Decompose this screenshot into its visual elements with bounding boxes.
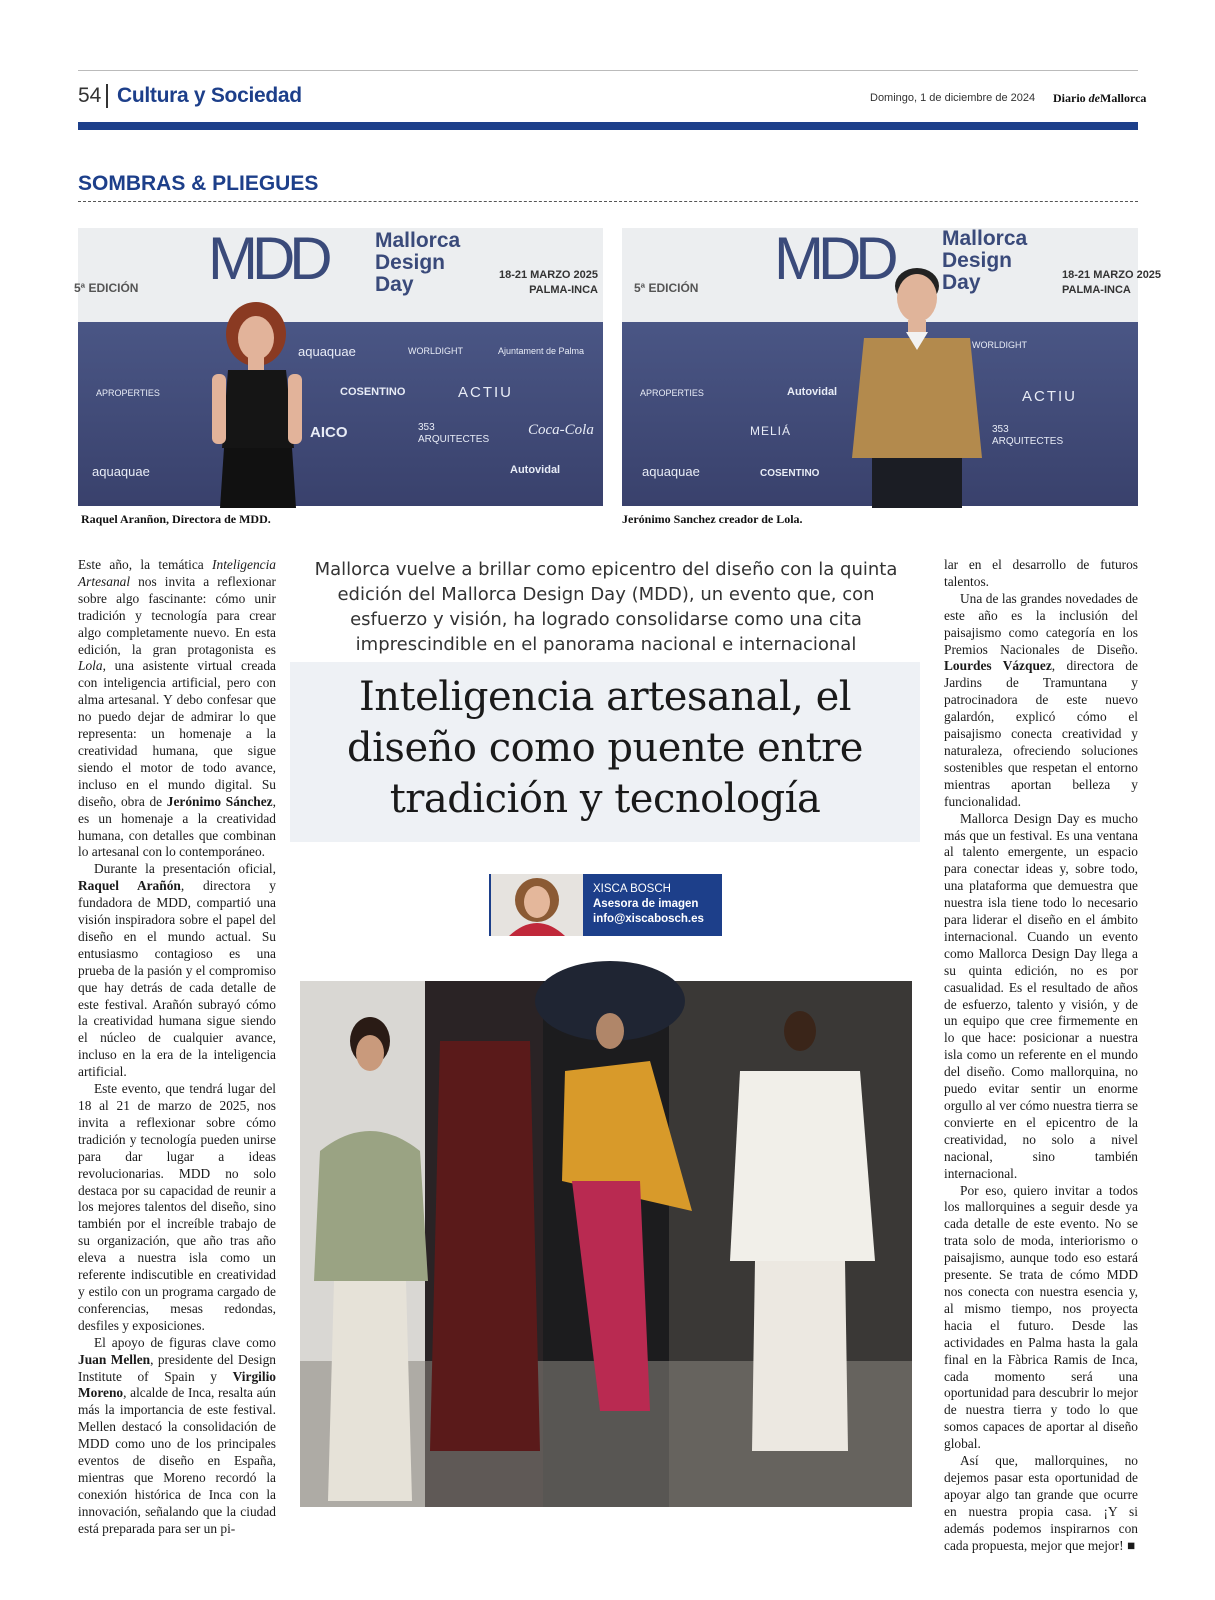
- author-box: [489, 874, 722, 936]
- text-run: Juan Mellen: [78, 1351, 151, 1367]
- sponsor-logo: aquaquae: [642, 464, 700, 479]
- newspaper-name-c: Mallorca: [1100, 91, 1147, 105]
- header-separator: [106, 84, 108, 108]
- text-run: El apoyo de figuras clave como: [94, 1334, 276, 1350]
- runway-photo-illustration: [300, 981, 912, 1507]
- article-column-1: [78, 557, 276, 1538]
- sponsor-logo: Autovidal: [510, 464, 561, 476]
- author-email[interactable]: info@xiscabosch.es: [593, 913, 704, 925]
- mallorca-design-day-name: [375, 230, 460, 296]
- article-headline: Inteligencia artesanal, el diseño como puente entre tradición y tecnología: [347, 674, 863, 822]
- sponsor-logo: Coca-Cola: [528, 422, 594, 438]
- text-run: , es un homenaje a la creatividad humana, con detalles que combinan lo artesanal con lo contemporáneo.: [78, 793, 276, 860]
- text-run: Inteligencia Artesanal: [78, 557, 276, 589]
- photo-raquel: [74, 225, 603, 506]
- top-rule: [78, 70, 1138, 71]
- sponsor-logo: WORLDIGHT: [972, 340, 1027, 350]
- issue-date: Domingo, 1 de diciembre de 2024: [870, 92, 1036, 104]
- sponsor-logo: 353 ARQUITECTES: [992, 424, 1064, 447]
- text-run: Durante la presentación oficial,: [94, 861, 276, 877]
- text-run: Una de las grandes novedades de este año es la inclusión del paisajismo como categoría en los Premios Nacionales de Diseño.: [944, 590, 1138, 657]
- text-run: , presidente del Design Institute of Spain y: [78, 1351, 276, 1384]
- paragraph: [944, 591, 1138, 811]
- photo-caption-right: Jerónimo Sanchez creador de Lola.: [622, 512, 803, 526]
- sponsor-logo: COSENTINO: [760, 468, 820, 479]
- sponsor-logo: APROPERTIES: [640, 388, 704, 398]
- sponsor-logo: APROPERTIES: [96, 388, 160, 398]
- text-run: , directora y fundadora de MDD, compartió una visión inspiradora sobre el papel del diseño en el mundo actual. Su entusiasmo contagioso es una prueba de la pasión y el compromiso que hay detrás de cada detalle de este festival. Arañón subrayó cómo la creatividad humana sigue siendo el núcleo de cualquier avance, incluso en la era de la inteligencia artificial.: [78, 878, 276, 1080]
- event-dates-text: 18-21 MARZO 2025: [1062, 269, 1162, 281]
- sponsor-logo: COSENTINO: [340, 386, 406, 398]
- text-run: Virgilio Moreno: [78, 1368, 276, 1401]
- photo-caption-left: Raquel Aranñon, Directora de MDD.: [81, 512, 271, 526]
- sponsor-logo: aquaquae: [92, 464, 150, 479]
- sponsor-logo: ACTIU: [1022, 388, 1077, 405]
- edition-label: 5ª EDICIÓN: [74, 281, 139, 295]
- author-name: XISCA BOSCH: [593, 883, 671, 895]
- kicker-rule: [78, 201, 1138, 202]
- event-dates-text: 18-21 MARZO 2025: [498, 269, 598, 281]
- text-run: , una asistente virtual creada con inteligencia artificial, pero con alma artesanal. Y debo confesar que no puedo dejar de admirar lo que representa: un homenaje a la creatividad humana, que sigue siendo el motor de todo avance, incluso en el mundo digital. Su diseño, obra de: [78, 658, 276, 809]
- paragraph: Por eso, quiero invitar a todos los mallorquines a seguir desde ya cada detalle de este evento. No se trata solo de moda, interiorismo o paisajismo, aunque todo eso estará presente. Se trata de cómo MDD nos conecta con nuestra esencia y, al mismo tiempo, nos proyecta hacia el futuro. Desde las actividades en Palma hasta la gala final en la Fàbrica Ramis de Inca, cada momento será una oportunidad para descubrir lo mejor de nuestra tierra y todo lo que somos capaces de aportar al diseño global.: [944, 1182, 1138, 1452]
- event-dates: [478, 268, 598, 298]
- person-jeronimo-figure: [842, 258, 992, 508]
- paragraph: [944, 1453, 1138, 1554]
- mdd-logo: MDD: [208, 225, 327, 292]
- edition-label: 5ª EDICIÓN: [634, 281, 699, 295]
- brand-line-2: Design: [375, 251, 446, 274]
- brand-line-3: Day: [942, 271, 981, 294]
- brand-line-1: Mallorca: [375, 229, 461, 252]
- brand-line-3: Day: [375, 273, 414, 296]
- paragraph: [78, 1335, 276, 1538]
- author-info: [593, 882, 704, 927]
- sponsor-logo: WORLDIGHT: [408, 346, 463, 356]
- page-number: 54: [78, 84, 102, 107]
- brand-line-2: Design: [942, 249, 1013, 272]
- text-run: , directora de Jardins de Tramuntana y patrocinadora de este nuevo galardón, explicó cómo el paisajismo conecta creatividad y naturaleza, ofreciendo soluciones sostenibles que respetan el entorno mientras aportan belleza y funcionalidad.: [944, 658, 1138, 809]
- section-title[interactable]: Cultura y Sociedad: [117, 84, 302, 107]
- article-column-2: [944, 557, 1138, 1554]
- sponsor-logo: 353 ARQUITECTES: [418, 422, 490, 445]
- article-lead: Mallorca vuelve a brillar como epicentro del diseño con la quinta edición del Mallorca Design Day (MDD), un evento que, con esfuerzo y visión, ha logrado consolidarse como una cita imprescindible en el panorama nacional e internacional: [314, 559, 898, 655]
- photo-jeronimo: [622, 225, 1162, 506]
- paragraph: lar en el desarrollo de futuros talentos.: [944, 557, 1138, 589]
- sponsor-logo: Autovidal: [787, 386, 838, 398]
- paragraph: Mallorca Design Day es mucho más que un festival. Es una ventana al talento emergente, un espacio para conectar ideas y, sobre todo, una plataforma que demuestra que nuestra isla tiene todo lo necesario para liderar el diseño en el ámbito internacional. Cuando un evento como Mallorca Design Day llega a su quinta edición, no es por casualidad. Es el resultado de años de esfuerzo, talento y visión, y de un equipo que cree firmemente en lo que hace: posicionar a nuestra isla como un referente en el mundo del diseño. Como mallorquina, no puedo evitar sentir un enorme orgullo al ver cómo nuestra tierra se convierte en el epicentro de la creatividad, no solo a nivel nacional, sino también internacional.: [944, 810, 1138, 1181]
- text-run: Lola: [78, 658, 103, 674]
- paragraph: [78, 557, 276, 861]
- text-run: Jerónimo Sánchez: [166, 793, 273, 809]
- text-run: Así que, mallorquines, no dejemos pasar esta oportunidad de apoyar algo tan grande que ocurre en nuestra propia casa. ¡Y si además podemos inspirarnos con cada propuesta, mejor que mejor!: [944, 1453, 1138, 1553]
- brand-line-1: Mallorca: [942, 227, 1028, 250]
- text-run: Raquel Arañón: [78, 878, 181, 894]
- sponsor-logo: MELIÁ: [750, 424, 792, 438]
- mdd-logo: MDD: [774, 225, 893, 292]
- author-portrait-icon: [491, 874, 583, 936]
- end-mark-icon: ■: [1126, 1537, 1136, 1553]
- newspaper-name: [1053, 91, 1146, 106]
- author-role: Asesora de imagen: [593, 898, 699, 910]
- header-bar: [78, 122, 1138, 130]
- text-run: Lourdes Vázquez: [944, 658, 1052, 674]
- sponsor-logo: aquaquae: [298, 344, 356, 359]
- paragraph: [78, 861, 276, 1081]
- text-run: , alcalde de Inca, resalta aún más la importancia de este festival. Mellen destacó la consolidación de MDD como uno de los principales eventos de diseño en España, mientras que Moreno recordó la conexión histórica de Inca con la innovación, señalando que la ciudad está preparada para ser un pi-: [78, 1385, 276, 1536]
- author-photo: [491, 874, 583, 936]
- text-run: Este año, la temática: [78, 557, 213, 572]
- runway-photo: [300, 981, 912, 1507]
- sponsor-logo: AICO: [310, 424, 348, 441]
- text-run: nos invita a reflexionar sobre algo fascinante: cómo unir tradición y tecnología para crear algo completamente nuevo. En esta edición, la gran protagonista es: [78, 573, 276, 657]
- event-dates: [1062, 268, 1172, 298]
- column-kicker: SOMBRAS & PLIEGUES: [78, 172, 319, 195]
- sponsor-logo: Ajuntament de Palma: [498, 346, 585, 356]
- newspaper-name-b: de: [1088, 91, 1100, 105]
- paragraph: Este evento, que tendrá lugar del 18 al 21 de marzo de 2025, nos invita a reflexionar sobre cómo tradición y tecnología pueden unirse para dar lugar a ideas revolucionarias. MDD no solo destaca por su capacidad de reunir a los mejores talentos del diseño, sino también por el increíble trabajo de su organización, que año tras año eleva a nuestra isla como un referente indiscutible en creatividad y estilo con un programa cargado de conferencias, mesas redondas, desfiles y exposiciones.: [78, 1081, 276, 1333]
- sponsor-logo: ACTIU: [458, 384, 513, 401]
- event-location: PALMA-INCA: [1062, 284, 1131, 296]
- event-location: PALMA-INCA: [529, 284, 598, 296]
- person-raquel-figure: [198, 298, 318, 508]
- newspaper-name-a: Diario: [1053, 91, 1089, 105]
